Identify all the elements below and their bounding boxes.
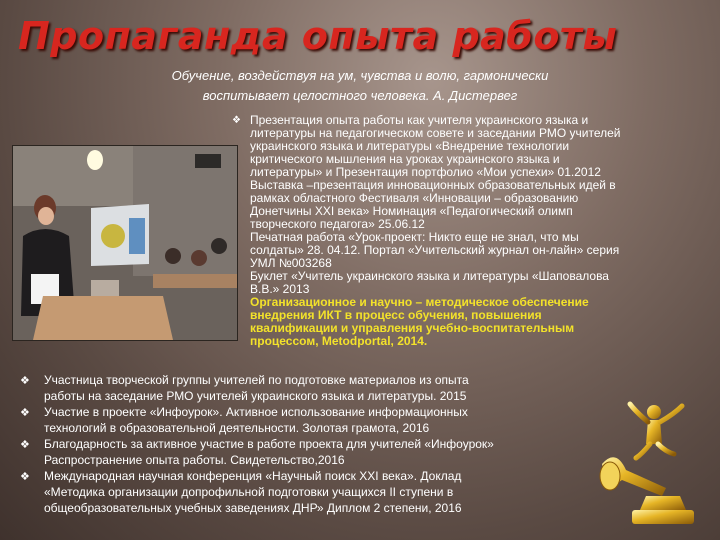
achievement-item-conference bbox=[20, 468, 585, 516]
item-line: общеобразовательных учебных заведениях ДНР» Диплом 2 степени, 2016 bbox=[44, 501, 462, 515]
golden-trophy-icon bbox=[596, 400, 714, 530]
highlight-line: квалификации и управления учебно-воспитательным bbox=[250, 321, 575, 335]
item-line: рамках областного Фестиваля «Инновации – образованию bbox=[250, 191, 579, 205]
diamond-bullet-icon: ❖ bbox=[20, 471, 30, 483]
diamond-bullet-icon: ❖ bbox=[20, 439, 30, 451]
item-line: технологий в образовательной деятельности. Золотая грамота, 2016 bbox=[44, 421, 430, 435]
epigraph-line-1: Обучение, воздействуя на ум, чувства и волю, гармонически bbox=[171, 68, 549, 83]
highlight-line: процессом, Metodportal, 2014. bbox=[250, 334, 428, 348]
item-line: солдаты» 28. 04.12. Портал «Учительский журнал он-лайн» серия bbox=[250, 243, 620, 257]
achievement-item-infourok-project bbox=[20, 404, 585, 436]
epigraph bbox=[120, 66, 600, 106]
item-line: литературы» и Презентация портфолио «Мои успехи» 01.2012 bbox=[250, 165, 601, 179]
highlight-line: внедрения ИКТ в процесс обучения, повышения bbox=[250, 308, 542, 322]
diamond-bullet-icon: ❖ bbox=[232, 115, 241, 126]
item-line: Международная научная конференция «Научный поиск XXI века». Доклад bbox=[44, 469, 462, 483]
diamond-bullet-icon: ❖ bbox=[20, 407, 30, 419]
item-line: В.В.» 2013 bbox=[250, 282, 310, 296]
item-line: Благодарность за активное участие в работе проекта для учителей «Инфоурок» bbox=[44, 437, 494, 451]
achievement-item-creative-group bbox=[20, 372, 585, 404]
item-line: Выставка –презентация инновационных образовательных идей в bbox=[250, 178, 616, 192]
achievement-item-gratitude bbox=[20, 436, 585, 468]
item-line: Участница творческой группы учителей по подготовке материалов из опыта bbox=[44, 373, 469, 387]
classroom-photo-image bbox=[13, 146, 237, 340]
slide-title: Пропаганда опыта работы bbox=[18, 14, 618, 58]
item-line: Распространение опыта работы. Свидетельство,2016 bbox=[44, 453, 345, 467]
item-line: Печатная работа «Урок-проект: Никто еще не знал, что мы bbox=[250, 230, 579, 244]
item-line: «Методика организации допрофильной подготовки учащихся II ступени в bbox=[44, 485, 454, 499]
highlight-line: Организационное и научно – методическое обеспечение bbox=[250, 295, 589, 309]
item-line: украинского языка и литературы «Внедрение технологии bbox=[250, 139, 570, 153]
main-achievement-item bbox=[232, 114, 702, 348]
diamond-bullet-icon: ❖ bbox=[20, 375, 30, 387]
item-line: Презентация опыта работы как учителя украинского языка и bbox=[250, 113, 589, 127]
item-line: Буклет «Учитель украинского языка и литературы «Шаповалова bbox=[250, 269, 609, 283]
item-line: критического мышления на уроках украинского языка и bbox=[250, 152, 560, 166]
item-line: УМЛ №003268 bbox=[250, 256, 332, 270]
item-line: Участие в проекте «Инфоурок». Активное использование информационных bbox=[44, 405, 468, 419]
classroom-photo bbox=[12, 145, 238, 341]
item-line: творческого педагога» 25.06.12 bbox=[250, 217, 425, 231]
epigraph-line-2: воспитывает целостного человека. А. Дистервег bbox=[202, 88, 518, 103]
item-line: работы на заседание РМО учителей украинского языка и литературы. 2015 bbox=[44, 389, 467, 403]
item-line: Донетчины XXI века» Номинация «Педагогический олимп bbox=[250, 204, 573, 218]
additional-achievements-list bbox=[20, 372, 585, 516]
item-line: литературы на педагогическом совете и заседании РМО учителей bbox=[250, 126, 621, 140]
main-achievements-list bbox=[232, 114, 702, 348]
